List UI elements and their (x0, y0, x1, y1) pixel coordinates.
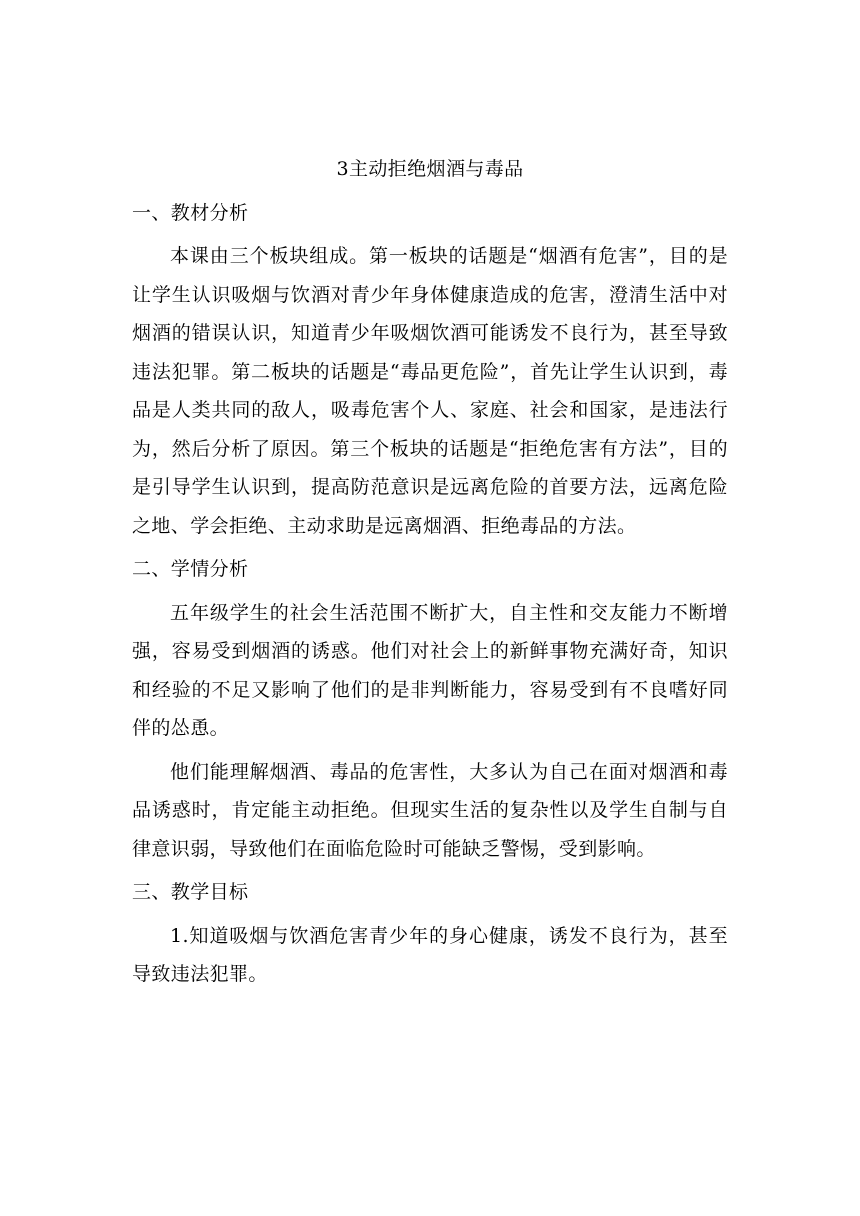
document-title: 3主动拒绝烟酒与毒品 (336, 158, 524, 180)
list-item-teaching-goal-1: 1.知道吸烟与饮酒危害青少年的身心健康，诱发不良行为，甚至导致违法犯罪。 (132, 924, 728, 985)
paragraph-textbook-analysis: 本课由三个板块组成。第一板块的话题是“烟酒有危害”，目的是让学生认识吸烟与饮酒对青少年身体健康造成的危害，澄清生活中对烟酒的错误认识，知道青少年吸烟饮酒可能诱发不良行为，甚至导致违法犯罪。第二板块的话题是“毒品更危险”，首先让学生认识到，毒品是人类共同的敌人，吸毒危害个人、家庭、社会和国家，是违法行为，然后分析了原因。第三个板块的话题是“拒绝危害有方法”，目的是引导学生认识到，提高防范意识是远离危险的首要方法，远离危险之地、学会拒绝、主动求助是远离烟酒、拒绝毒品的方法。 (132, 245, 728, 537)
document-body (132, 150, 728, 999)
section-heading-textbook-analysis: 一、教材分析 (132, 201, 249, 224)
section-heading-student-analysis: 二、学情分析 (132, 558, 249, 580)
paragraph-student-analysis-2: 他们能理解烟酒、毒品的危害性，大多认为自己在面对烟酒和毒品诱惑时，肯定能主动拒绝。但现实生活的复杂性以及学生自制与自律意识弱，导致他们在面临危险时可能缺乏警惕，受到影响。 (132, 760, 728, 860)
section-heading-teaching-goals: 三、教学目标 (132, 881, 249, 903)
paragraph-student-analysis-1: 五年级学生的社会生活范围不断扩大，自主性和交友能力不断增强，容易受到烟酒的诱惑。他们对社会上的新鲜事物充满好奇，知识和经验的不足又影响了他们的是非判断能力，容易受到有不良嗜好同伴的怂恿。 (132, 601, 728, 739)
